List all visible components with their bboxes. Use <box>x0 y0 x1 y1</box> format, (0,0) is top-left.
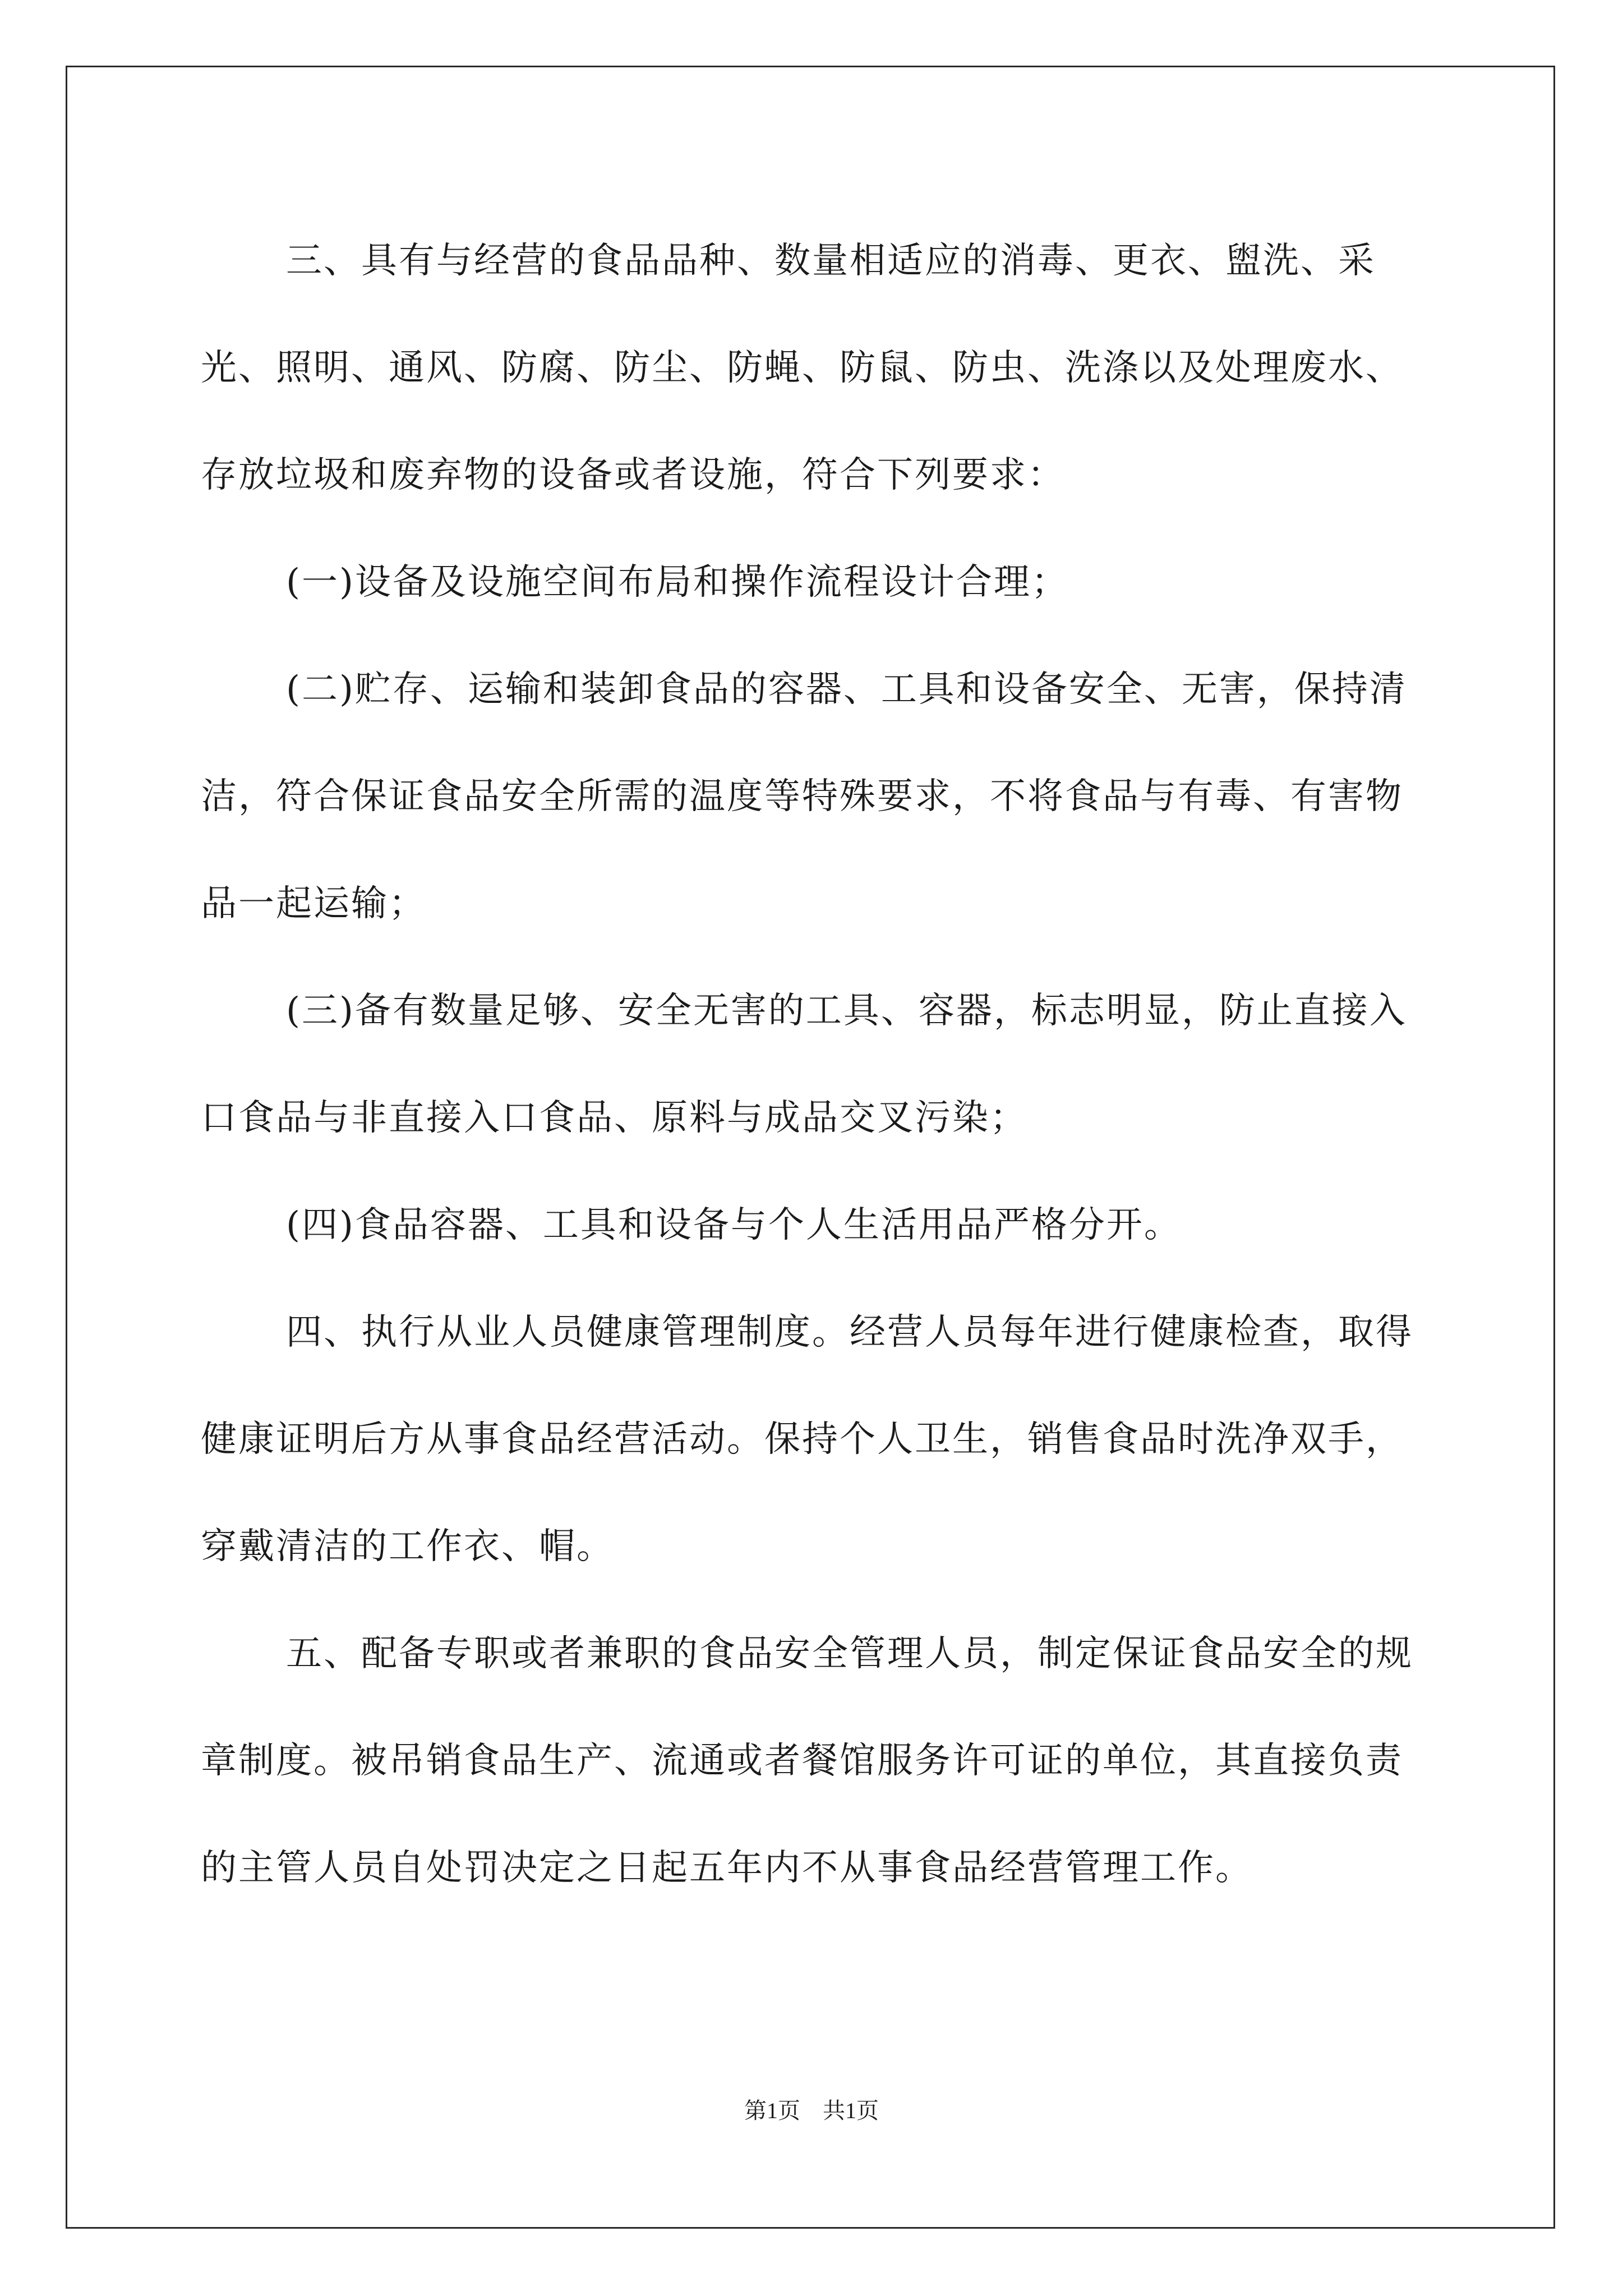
page-footer <box>0 2097 1623 2125</box>
paragraph: 四、执行从业人员健康管理制度。经营人员每年进行健康检查，取得健康证明后方从事食品经营活动。保持个人卫生，销售食品时洗净双手，穿戴清洁的工作衣、帽。 <box>201 1312 1413 1567</box>
paragraph: (一)设备及设施空间布局和操作流程设计合理； <box>286 562 1069 603</box>
paragraph: (二)贮存、运输和装卸食品的容器、工具和设备安全、无害，保持清洁，符合保证食品安全所需的温度等特殊要求，不将食品与有毒、有害物品一起运输； <box>201 669 1407 924</box>
document-body <box>201 208 1440 1922</box>
page-number: 第1页 <box>744 2098 800 2123</box>
paragraph: (四)食品容器、工具和设备与个人生活用品严格分开。 <box>286 1204 1182 1246</box>
paragraph: 三、具有与经营的食品品种、数量相适应的消毒、更衣、盥洗、采光、照明、通风、防腐、防尘、防蝇、防鼠、防虫、洗涤以及处理废水、存放垃圾和废弃物的设备或者设施，符合下列要求： <box>201 240 1403 496</box>
paragraph: 五、配备专职或者兼职的食品安全管理人员，制定保证食品安全的规章制度。被吊销食品生产、流通或者餐馆服务许可证的单位，其直接负责的主管人员自处罚决定之日起五年内不从事食品经营管理工作。 <box>201 1633 1413 1889</box>
paragraph: (三)备有数量足够、安全无害的工具、容器，标志明显，防止直接入口食品与非直接入口食品、原料与成品交叉污染； <box>201 990 1407 1139</box>
page-total: 共1页 <box>823 2098 879 2123</box>
